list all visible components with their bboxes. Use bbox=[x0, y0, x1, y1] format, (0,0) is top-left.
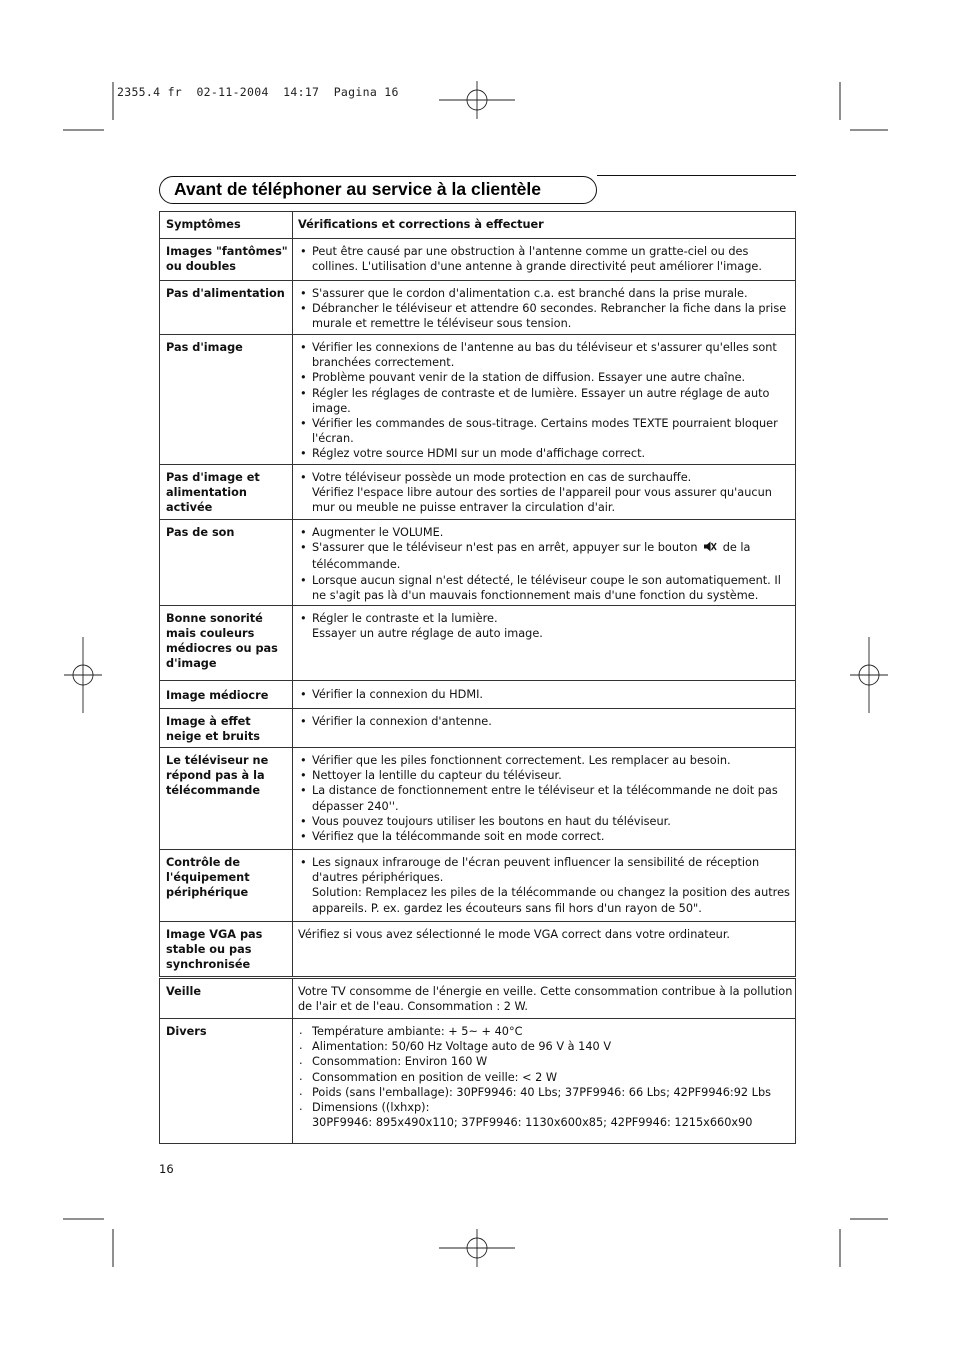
spec-label: Divers bbox=[160, 1019, 293, 1144]
list-item: • Régler le contraste et la lumière. bbox=[298, 611, 793, 626]
table-row bbox=[160, 681, 796, 709]
table-row bbox=[160, 709, 796, 748]
fix-cell bbox=[293, 239, 796, 281]
list-item: • Problème pouvant venir de la station de diffusion. Essayer une autre chaîne. bbox=[298, 370, 793, 385]
list-item: . Température ambiante: + 5~ + 40°C bbox=[298, 1024, 793, 1039]
list-item: • La distance de fonctionnement entre le téléviseur et la télécommande ne doit pas dépasser 240''. bbox=[298, 783, 793, 813]
title-rule bbox=[597, 175, 796, 176]
header-symptom: Symptômes bbox=[160, 212, 293, 239]
spec-value: Votre TV consomme de l'énergie en veille. Cette consommation contribue à la pollution de l'air et de l'eau. Consommation : 2 W. bbox=[293, 979, 796, 1019]
list-item: • Vérifier la connexion du HDMI. bbox=[298, 687, 793, 702]
fix-cell bbox=[293, 709, 796, 748]
table-row bbox=[160, 465, 796, 520]
note-text: Essayer un autre réglage de auto image. bbox=[312, 627, 543, 641]
symptom-cell: Pas de son bbox=[160, 520, 293, 606]
list-item: • Vérifier les connexions de l'antenne au bas du téléviseur et s'assurer qu'elles sont branchées correctement. bbox=[298, 340, 793, 370]
symptom-cell: Contrôle de l'équipement périphérique bbox=[160, 850, 293, 922]
spec-label: Veille bbox=[160, 979, 293, 1019]
symptom-cell: Image médiocre bbox=[160, 681, 293, 709]
table-row bbox=[160, 1019, 796, 1144]
list-item-suffix: de la télécommande. bbox=[312, 541, 751, 572]
table-row bbox=[160, 922, 796, 977]
table-row bbox=[160, 281, 796, 335]
list-item: • Augmenter le VOLUME. bbox=[298, 525, 793, 540]
fix-cell bbox=[293, 748, 796, 850]
list-item: . Poids (sans l'emballage): 30PF9946: 40 Lbs; 37PF9946: 66 Lbs; 42PF9946:92 Lbs bbox=[298, 1085, 793, 1100]
registration-target-top bbox=[439, 81, 515, 119]
troubleshooting-table bbox=[159, 211, 796, 977]
list-item: • Votre téléviseur possède un mode protection en cas de surchauffe. bbox=[298, 470, 793, 485]
table-row bbox=[160, 606, 796, 681]
fix-cell bbox=[293, 520, 796, 606]
fix-cell bbox=[293, 681, 796, 709]
symptom-cell: Pas d'alimentation bbox=[160, 281, 293, 335]
fix-cell bbox=[293, 850, 796, 922]
symptom-cell: Images "fantômes" ou doubles bbox=[160, 239, 293, 281]
list-item: . Alimentation: 50/60 Hz Voltage auto de 96 V à 140 V bbox=[298, 1039, 793, 1054]
list-item: • Vérifier que les piles fonctionnent correctement. Les remplacer au besoin. bbox=[298, 753, 793, 768]
fix-cell bbox=[293, 281, 796, 335]
list-item: . Consommation en position de veille: < 2 W bbox=[298, 1070, 793, 1085]
note-text: Vérifiez l'espace libre autour des sorties de l'appareil pour vous assurer qu'aucun mur ou meuble ne puisse entraver la circulation d'air. bbox=[312, 486, 772, 515]
symptom-cell: Image à effet neige et bruits bbox=[160, 709, 293, 748]
table-row bbox=[160, 520, 796, 606]
table-row bbox=[160, 335, 796, 465]
specs-table bbox=[159, 978, 796, 1144]
symptom-cell: Bonne sonorité mais couleurs médiocres ou pas d'image bbox=[160, 606, 293, 681]
spec-value bbox=[293, 1019, 796, 1144]
table-row bbox=[160, 748, 796, 850]
list-item: • Réglez votre source HDMI sur un mode d'affichage correct. bbox=[298, 446, 793, 461]
list-item: • Vous pouvez toujours utiliser les boutons en haut du téléviseur. bbox=[298, 814, 793, 829]
registration-target-bottom bbox=[439, 1229, 515, 1267]
print-header: 2355.4 fr 02-11-2004 14:17 Pagina 16 bbox=[117, 85, 399, 99]
table-row bbox=[160, 979, 796, 1019]
list-item bbox=[298, 540, 793, 572]
list-item: • Vérifier la connexion d'antenne. bbox=[298, 714, 793, 729]
list-item: • Les signaux infrarouge de l'écran peuvent influencer la sensibilité de réception d'autres périphériques. bbox=[298, 855, 793, 885]
list-item: • Peut être causé par une obstruction à l'antenne comme un gratte-ciel ou des collines. L'utilisation d'une antenne à grande directivité peut améliorer l'image. bbox=[298, 244, 793, 274]
table-row bbox=[160, 850, 796, 922]
list-item: . Consommation: Environ 160 W bbox=[298, 1054, 793, 1069]
header-check: Vérifications et corrections à effectuer bbox=[293, 212, 796, 239]
note-text: Solution: Remplacez les piles de la télécommande ou changez la position des autres appareils. P. ex. gardez les écouteurs sans fil hors d'un rayon de 50". bbox=[312, 886, 790, 915]
list-item-text: S'assurer que le téléviseur n'est pas en arrêt, appuyer sur le bouton bbox=[312, 541, 698, 555]
list-item: . Dimensions ((lxhxp): bbox=[298, 1100, 793, 1115]
symptom-cell: Image VGA pas stable ou pas synchronisée bbox=[160, 922, 293, 977]
list-item: • Vérifier les commandes de sous-titrage. Certains modes TEXTE pourraient bloquer l'écran. bbox=[298, 416, 793, 446]
list-item: • Vérifiez que la télécommande soit en mode correct. bbox=[298, 829, 793, 844]
symptom-cell: Le téléviseur ne répond pas à la télécommande bbox=[160, 748, 293, 850]
table-header-row bbox=[160, 212, 796, 239]
list-item: • Débrancher le téléviseur et attendre 60 secondes. Rebrancher la fiche dans la prise murale et remettre le téléviseur sous tension. bbox=[298, 301, 793, 331]
dimensions-text: 30PF9946: 895x490x110; 37PF9946: 1130x600x85; 42PF9946: 1215x660x90 bbox=[312, 1116, 753, 1130]
registration-target-left bbox=[64, 637, 102, 713]
list-item: • Lorsque aucun signal n'est détecté, le téléviseur coupe le son automatiquement. Il ne s'agit pas là d'un mauvais fonctionnement mais d'une fonction du système. bbox=[298, 573, 793, 603]
list-item: • S'assurer que le cordon d'alimentation c.a. est branché dans la prise murale. bbox=[298, 286, 793, 301]
page-number: 16 bbox=[159, 1162, 174, 1176]
registration-target-right bbox=[850, 637, 888, 713]
symptom-cell: Pas d'image et alimentation activée bbox=[160, 465, 293, 520]
fix-cell: Vérifiez si vous avez sélectionné le mode VGA correct dans votre ordinateur. bbox=[293, 922, 796, 977]
symptom-cell: Pas d'image bbox=[160, 335, 293, 465]
mute-icon bbox=[703, 540, 717, 557]
list-item: • Nettoyer la lentille du capteur du téléviseur. bbox=[298, 768, 793, 783]
list-item: • Régler les réglages de contraste et de lumière. Essayer un autre réglage de auto image. bbox=[298, 386, 793, 416]
fix-cell bbox=[293, 465, 796, 520]
fix-cell bbox=[293, 335, 796, 465]
page-title: Avant de téléphoner au service à la clientèle bbox=[174, 179, 542, 199]
fix-cell bbox=[293, 606, 796, 681]
table-row bbox=[160, 239, 796, 281]
